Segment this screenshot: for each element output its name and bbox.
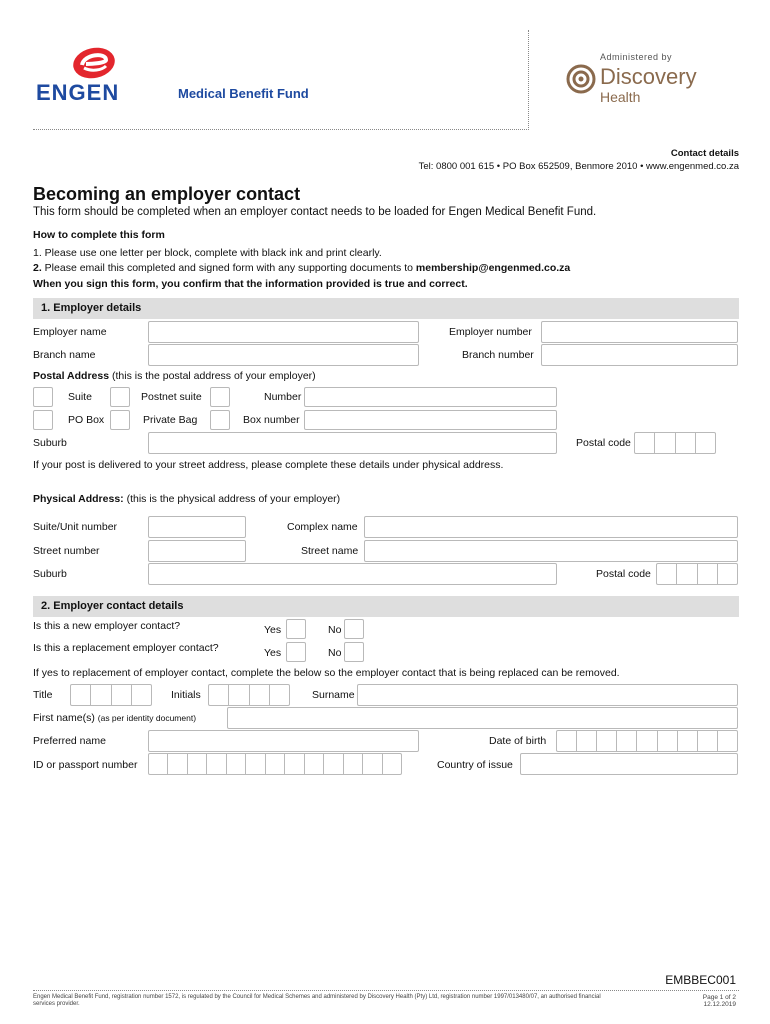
surname-field[interactable] <box>357 684 738 706</box>
physical-address-note: (this is the physical address of your employer) <box>123 493 341 505</box>
postal-code-2-field[interactable] <box>656 563 738 585</box>
postal-address-label <box>33 370 316 382</box>
section-1-title: 1. Employer details <box>41 302 142 314</box>
postal-address-note: (this is the postal address of your employer) <box>109 370 316 382</box>
suite-unit-field[interactable] <box>148 516 246 538</box>
new-contact-question: Is this a new employer contact? <box>33 620 181 632</box>
street-number-label: Street number <box>33 545 100 557</box>
form-date: 12.12.2019 <box>703 1001 736 1008</box>
branch-name-label: Branch name <box>33 349 96 361</box>
title-field[interactable] <box>70 684 152 706</box>
replacement-yes-checkbox[interactable] <box>286 642 306 662</box>
contact-line: Tel: 0800 001 615 • PO Box 652509, Benmore 2010 • www.engenmed.co.za <box>418 161 739 172</box>
new-contact-yes-label: Yes <box>264 624 282 636</box>
number-checkbox[interactable] <box>210 387 230 407</box>
confirm-statement: When you sign this form, you confirm that the information provided is true and correct. <box>33 278 468 290</box>
postnet-suite-checkbox[interactable] <box>110 387 130 407</box>
form-code: EMBBEC001 <box>665 973 736 987</box>
contact-heading: Contact details <box>670 148 739 159</box>
discovery-emblem-icon <box>566 64 596 94</box>
engen-logo <box>36 46 154 105</box>
physical-address-label <box>33 493 340 505</box>
street-number-field[interactable] <box>148 540 246 562</box>
employer-name-field[interactable] <box>148 321 419 343</box>
box-number-field[interactable] <box>304 410 557 430</box>
street-address-note: If your post is delivered to your street address, please complete these details under physical address. <box>33 459 504 471</box>
suite-label: Suite <box>68 391 92 403</box>
section-2-title: 2. Employer contact details <box>41 600 184 612</box>
first-names-field[interactable] <box>227 707 738 729</box>
complex-name-label: Complex name <box>287 521 358 533</box>
fund-name: Medical Benefit Fund <box>178 86 309 101</box>
initials-label: Initials <box>171 689 201 701</box>
branch-number-field[interactable] <box>541 344 738 366</box>
date-of-birth-label: Date of birth <box>489 735 547 747</box>
postal-code-label: Postal code <box>576 437 631 449</box>
page-number: Page 1 of 2 <box>702 994 736 1001</box>
replacement-no-label: No <box>328 647 342 659</box>
postnet-suite-label: Postnet suite <box>141 391 202 403</box>
branch-name-field[interactable] <box>148 344 419 366</box>
employer-number-label: Employer number <box>449 326 532 338</box>
replacement-no-checkbox[interactable] <box>344 642 364 662</box>
country-issue-label: Country of issue <box>437 759 513 771</box>
box-number-checkbox[interactable] <box>210 410 230 430</box>
section-2-header <box>33 596 739 617</box>
instruction-step-1: 1. Please use one letter per block, complete with black ink and print clearly. <box>33 247 382 259</box>
how-heading: How to complete this form <box>33 229 165 241</box>
legal-notice: Engen Medical Benefit Fund, registration number 1572, is regulated by the Council for Medical Schemes and administered by Discovery Health (Pty) Ltd, registration number 1997/013480/07, an authorised financial services provider. <box>33 994 601 1007</box>
physical-address-bold: Physical Address: <box>33 493 124 505</box>
step-2-number: 2. <box>33 262 42 274</box>
po-box-label: PO Box <box>68 414 105 426</box>
suite-checkbox[interactable] <box>33 387 53 407</box>
employer-name-label: Employer name <box>33 326 107 338</box>
suburb-2-field[interactable] <box>148 563 557 585</box>
intro-subtitle: This form should be completed when an employer contact needs to be loaded for Engen Medical Benefit Fund. <box>33 206 597 218</box>
title-label: Title <box>33 689 53 701</box>
page-title: Becoming an employer contact <box>33 184 301 204</box>
initials-field[interactable] <box>208 684 290 706</box>
private-bag-checkbox[interactable] <box>110 410 130 430</box>
number-field[interactable] <box>304 387 557 407</box>
header-vertical-divider <box>528 30 529 130</box>
branch-number-label: Branch number <box>462 349 534 361</box>
date-of-birth-field[interactable] <box>556 730 738 752</box>
postal-address-bold: Postal Address <box>33 370 110 382</box>
discovery-health: Health <box>600 89 641 105</box>
box-number-label: Box number <box>243 414 300 426</box>
private-bag-label: Private Bag <box>143 414 198 426</box>
street-name-label: Street name <box>301 545 359 557</box>
surname-label: Surname <box>312 689 355 701</box>
employer-number-field[interactable] <box>541 321 738 343</box>
suburb-label: Suburb <box>33 437 67 449</box>
postal-code-field[interactable] <box>634 432 716 454</box>
first-names-note: (as per identity document) <box>97 713 197 723</box>
engen-e-icon <box>70 46 118 80</box>
discovery-logo <box>566 62 726 106</box>
discovery-wordmark: Discovery <box>600 64 697 89</box>
id-passport-label: ID or passport number <box>33 759 138 771</box>
section-1-header <box>33 298 739 319</box>
po-box-checkbox[interactable] <box>33 410 53 430</box>
footer-divider <box>33 990 739 991</box>
suburb-2-label: Suburb <box>33 568 67 580</box>
header-divider <box>33 129 529 130</box>
first-names-text: First name(s) <box>33 712 95 724</box>
complex-name-field[interactable] <box>364 516 738 538</box>
suite-unit-label: Suite/Unit number <box>33 521 118 533</box>
replacement-question: Is this a replacement employer contact? <box>33 642 219 654</box>
email-link[interactable]: membership@engenmed.co.za <box>415 262 571 274</box>
new-contact-no-label: No <box>328 624 342 636</box>
country-issue-field[interactable] <box>520 753 738 775</box>
new-contact-no-checkbox[interactable] <box>344 619 364 639</box>
engen-wordmark: ENGEN <box>36 80 120 105</box>
step-2-text: Please email this completed and signed form with any supporting documents to <box>41 262 416 274</box>
street-name-field[interactable] <box>364 540 738 562</box>
suburb-field[interactable] <box>148 432 557 454</box>
preferred-name-label: Preferred name <box>33 735 106 747</box>
replacement-note: If yes to replacement of employer contact, complete the below so the employer contact that is being replaced can be removed. <box>33 667 620 679</box>
administered-by: Administered by <box>600 52 673 62</box>
id-passport-field[interactable] <box>148 753 402 775</box>
postal-code-2-label: Postal code <box>596 568 651 580</box>
preferred-name-field[interactable] <box>148 730 419 752</box>
number-label: Number <box>264 391 302 403</box>
replacement-yes-label: Yes <box>264 647 282 659</box>
instruction-step-2 <box>33 262 570 274</box>
first-names-label <box>33 712 196 724</box>
new-contact-yes-checkbox[interactable] <box>286 619 306 639</box>
